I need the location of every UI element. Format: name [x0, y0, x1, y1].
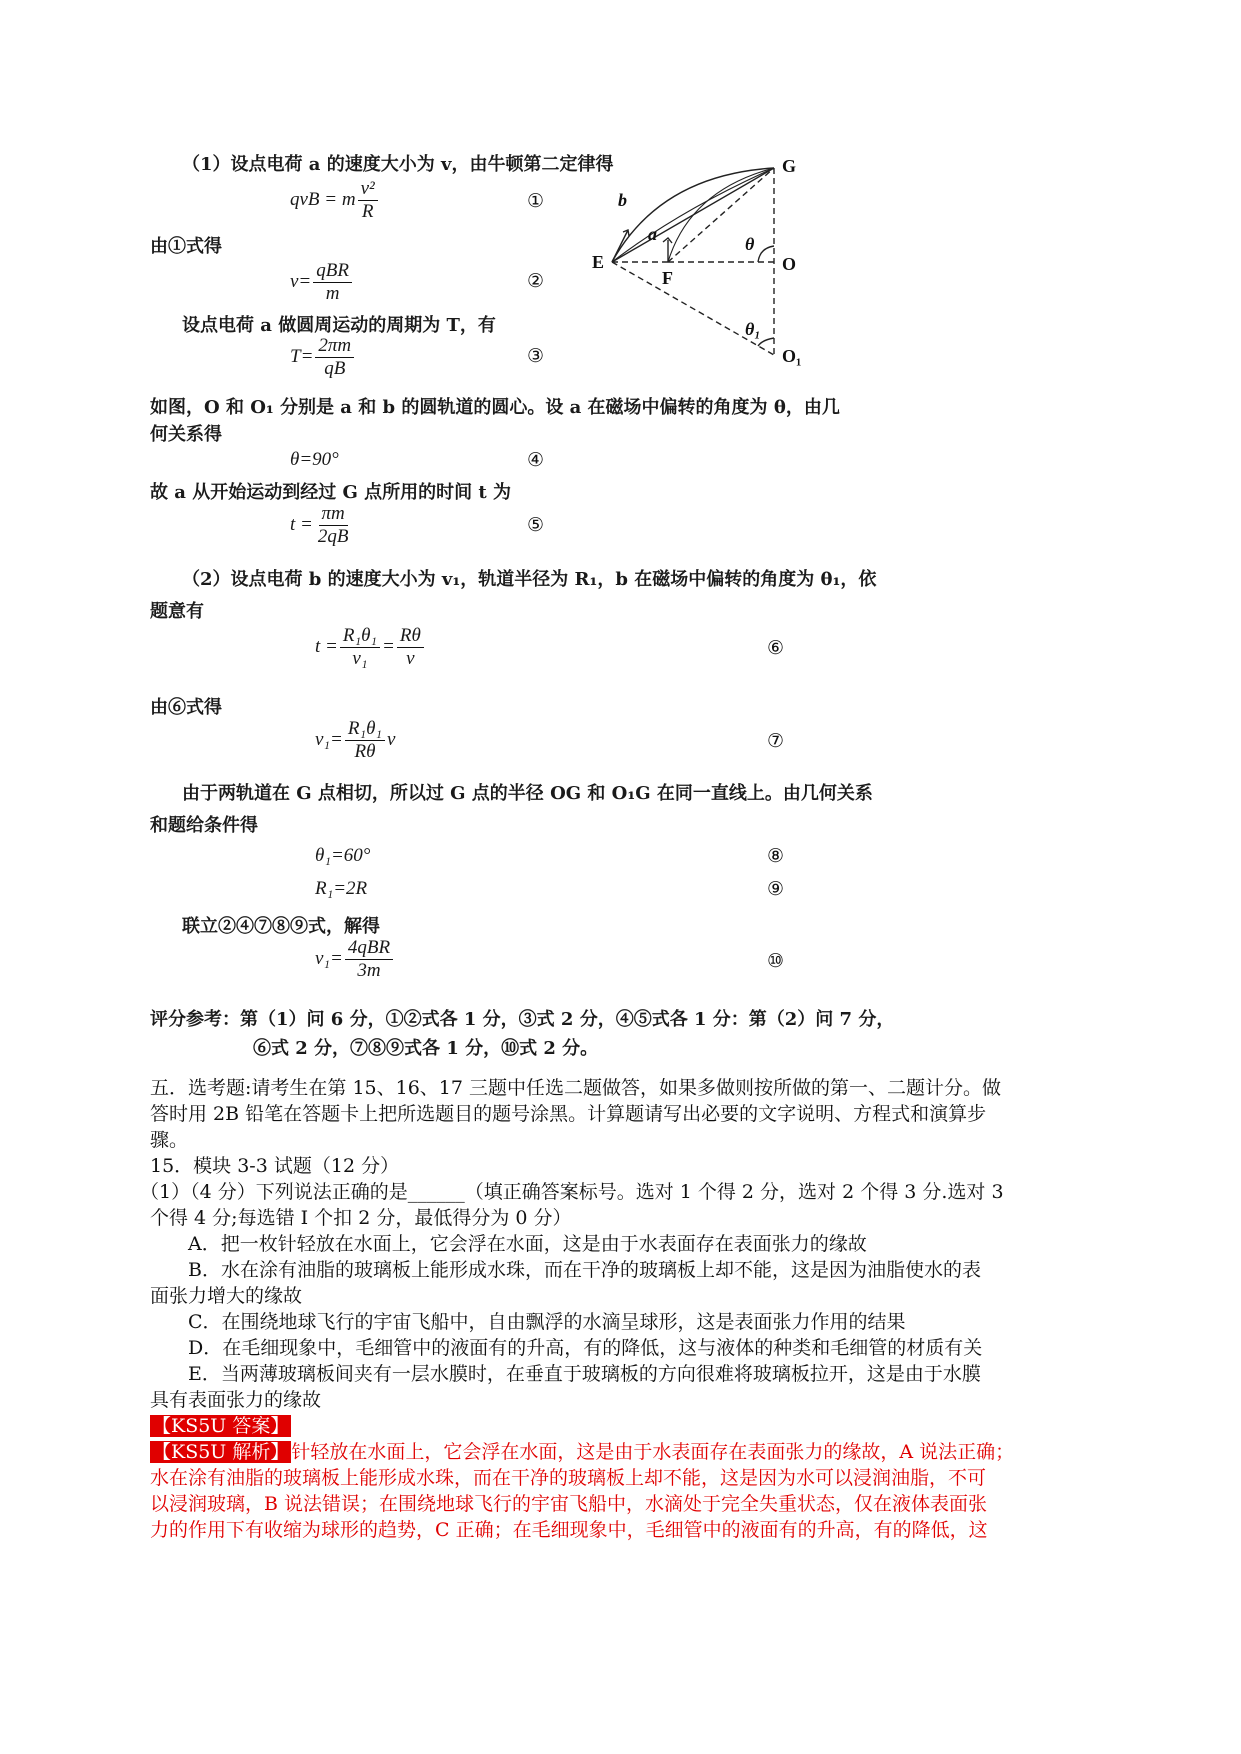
option-b-line-1: B．水在涂有油脂的玻璃板上能形成水珠，而在干净的玻璃板上却不能，这是因为油脂使水的表 — [188, 1259, 981, 1281]
tangent-line-1: 由于两轨道在 G 点相切，所以过 G 点的半径 OG 和 O₁G 在同一直线上。由几何关系 — [182, 783, 873, 804]
answer-line — [150, 1413, 291, 1440]
geometry-line-2: 何关系得 — [150, 424, 222, 445]
time-text: 故 a 从开始运动到经过 G 点所用的时间 t 为 — [150, 482, 511, 503]
label-theta1: θ₁ — [745, 319, 761, 339]
question-15-stem-1: （1）（4 分）下列说法正确的是______（填正确答案标号。选对 1 个得 2 分，选对 2 个得 3 分.选对 3 — [140, 1181, 1004, 1203]
score-line-2: ⑥式 2 分，⑦⑧⑨式各 1 分，⑩式 2 分。 — [253, 1038, 599, 1059]
part2-line-2: 题意有 — [150, 601, 204, 622]
equation-9: R₁=2R — [315, 878, 368, 899]
equation-4: θ=90° — [290, 449, 339, 470]
part1-intro: （1）设点电荷 a 的速度大小为 v，由牛顿第二定律得 — [182, 154, 614, 175]
equation-1-mark: ① — [527, 190, 545, 212]
equation-8: θ₁=60° — [315, 845, 371, 866]
label-g: G — [782, 156, 797, 176]
angle-theta1-arc — [758, 338, 774, 346]
option-e-line-1: E．当两薄玻璃板间夹有一层水膜时，在垂直于玻璃板的方向很难将玻璃板拉开，这是由于水膜 — [188, 1363, 981, 1385]
option-a: A．把一枚针轻放在水面上，它会浮在水面，这是由于水表面存在表面张力的缘故 — [188, 1233, 867, 1255]
label-a: a — [648, 224, 657, 244]
combine-text: 联立②④⑦⑧⑨式，解得 — [182, 916, 380, 937]
from-equation-1: 由①式得 — [150, 236, 222, 257]
label-f: F — [662, 268, 673, 288]
equation-3: T= $\frac{2\pi m}{qB}$ — [290, 335, 356, 380]
option-d: D．在毛细现象中，毛细管中的液面有的升高，有的降低，这与液体的种类和毛细管的材质有关 — [188, 1337, 983, 1359]
section5-intro-1: 五．选考题:请考生在第 15、16、17 三题中任选二题做答，如果多做则按所做的第一、二题计分。做 — [150, 1077, 1002, 1099]
equation-2: v= $\frac{\text{qBR}}{m}$ — [290, 260, 354, 305]
equation-5-mark: ⑤ — [527, 514, 545, 536]
equation-9-mark: ⑨ — [767, 878, 785, 900]
equation-3-mark: ③ — [527, 345, 545, 367]
question-15-title: 15．模块 3-3 试题（12 分） — [150, 1155, 400, 1177]
label-o1: O₁ — [782, 346, 802, 366]
from-equation-6: 由⑥式得 — [150, 697, 222, 718]
equation-7: v₁= $\frac{\text{R₁θ₁}}{R\theta}$ v — [315, 718, 396, 762]
equation-7-mark: ⑦ — [767, 730, 785, 752]
tangent-line-2: 和题给条件得 — [150, 815, 258, 836]
analysis-tag: 【KS5U 解析】 — [152, 1441, 290, 1463]
equation-4-mark: ④ — [527, 449, 545, 471]
label-o: O — [782, 254, 797, 274]
equation-10: v₁= $\frac{\text{4qBR}}{3m}$ — [315, 937, 395, 982]
line-eo1 — [612, 262, 774, 355]
trajectory-diagram — [590, 150, 830, 380]
label-e: E — [592, 252, 605, 272]
equation-6: t = $\frac{\text{R₁θ₁}}{\text{v₁}}$ = $\frac{R\theta}{v}$ — [315, 625, 426, 670]
section5-intro-3: 骤。 — [150, 1129, 189, 1151]
analysis-line-4: 力的作用下有收缩为球形的趋势，C 正确；在毛细现象中，毛细管中的液面有的升高，有的降低，这 — [150, 1519, 988, 1541]
equation-2-mark: ② — [527, 270, 545, 292]
answer-tag: 【KS5U 答案】 — [152, 1415, 290, 1437]
equation-10-mark: ⑩ — [767, 950, 785, 972]
option-c: C．在围绕地球飞行的宇宙飞船中，自由飘浮的水滴呈球形，这是表面张力作用的结果 — [188, 1311, 906, 1333]
period-text: 设点电荷 a 做圆周运动的周期为 T，有 — [182, 315, 496, 336]
angle-theta-arc — [758, 246, 774, 262]
score-line-1: 评分参考：第（1）问 6 分，①②式各 1 分，③式 2 分，④⑤式各 1 分：第（2）问 7 分， — [150, 1009, 895, 1030]
label-b: b — [618, 190, 627, 210]
analysis-line-2: 水在涂有油脂的玻璃板上能形成水珠，而在干净的玻璃板上却不能，这是因为水可以浸润油脂，不可 — [150, 1467, 987, 1489]
geometry-line-1: 如图，O 和 O₁ 分别是 a 和 b 的圆轨道的圆心。设 a 在磁场中偏转的角度为 θ，由几 — [150, 397, 840, 418]
equation-6-mark: ⑥ — [767, 637, 785, 659]
part2-line-1: （2）设点电荷 b 的速度大小为 v₁，轨道半径为 R₁，b 在磁场中偏转的角度为 θ₁，依 — [182, 569, 877, 590]
option-e-line-2: 具有表面张力的缘故 — [150, 1389, 322, 1411]
analysis-line-1: 【KS5U 解析】 针轻放在水面上，它会浮在水面，这是由于水表面存在表面张力的缘故，A 说法正确； — [152, 1441, 1015, 1463]
section5-intro-2: 答时用 2B 铅笔在答题卡上把所选题目的题号涂黑。计算题请写出必要的文字说明、方程式和演算步 — [150, 1103, 987, 1125]
equation-5: t = $\frac{\pi m}{2qB}$ — [290, 503, 349, 547]
analysis-line-3: 以浸润玻璃，B 说法错误；在围绕地球飞行的宇宙飞船中，水滴处于完全失重状态，仅在液体表面张 — [150, 1493, 988, 1515]
question-15-stem-2: 个得 4 分;每选错 I 个扣 2 分，最低得分为 0 分） — [150, 1207, 572, 1229]
line-fg — [668, 168, 774, 262]
option-b-line-2: 面张力增大的缘故 — [150, 1285, 303, 1307]
equation-1: qvB = m $\frac{\text{v²}}{R}$ — [290, 178, 380, 223]
label-theta: θ — [745, 234, 755, 254]
equation-8-mark: ⑧ — [767, 845, 785, 867]
